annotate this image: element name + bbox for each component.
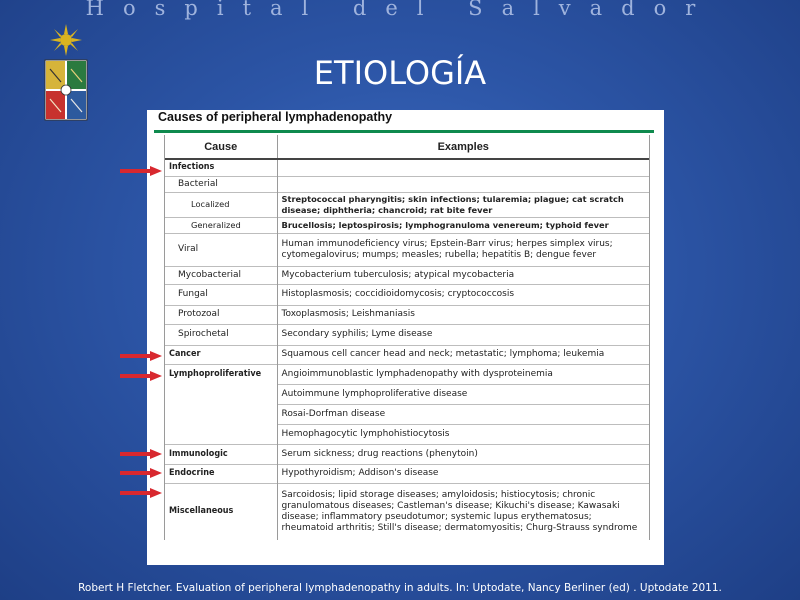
cause-cell: Fungal [165,284,277,305]
examples-cell: Brucellosis; leptospirosis; lymphogranuloma venereum; typhoid fever [277,217,649,233]
table-row [165,176,649,192]
cause-cell: Infections [165,159,277,176]
table-header-row [165,135,649,159]
cause-cell [165,424,277,444]
table-row [165,384,649,404]
table-row [165,444,649,464]
examples-cell: Histoplasmosis; coccidioidomycosis; cryptococcosis [277,284,649,305]
table-row [165,266,649,284]
cause-cell: Viral [165,233,277,266]
title-rule [154,130,654,133]
examples-cell: Hypothyroidism; Addison's disease [277,464,649,483]
column-header-examples: Examples [277,135,649,159]
cause-cell: Localized [165,192,277,217]
table-row [165,305,649,324]
examples-cell: Angioimmunoblastic lymphadenopathy with dysproteinemia [277,364,649,384]
arrow-miscellaneous [120,488,162,498]
examples-cell: Squamous cell cancer head and neck; metastatic; lymphoma; leukemia [277,345,649,364]
arrow-infections [120,166,162,176]
arrow-endocrine [120,468,162,478]
table-body [165,159,649,540]
examples-cell: Rosai-Dorfman disease [277,404,649,424]
cause-cell: Spirochetal [165,324,277,345]
table-row [165,483,649,540]
table-row [165,424,649,444]
causes-table [165,135,649,540]
table-row [165,159,649,176]
university-crest-logo [40,24,92,122]
cause-cell: Generalized [165,217,277,233]
examples-cell: Streptococcal pharyngitis; skin infections; tularemia; plague; cat scratch disease; diphtheria; chancroid; rat bite fever [277,192,649,217]
examples-cell: Human immunodeficiency virus; Epstein-Barr virus; herpes simplex virus; cytomegalovirus; mumps; measles; rubella; hepatitis B; dengue fever [277,233,649,266]
institution-header: Hospital del Salvador [85,0,715,20]
table-row [165,464,649,483]
cause-cell: Endocrine [165,464,277,483]
cause-cell [165,384,277,404]
table-row [165,324,649,345]
arrow-lymphoproliferative [120,371,162,381]
causes-table-frame [164,135,650,540]
table-row [165,284,649,305]
column-header-cause: Cause [165,135,277,159]
examples-cell [277,176,649,192]
arrow-immunologic [120,449,162,459]
examples-cell: Serum sickness; drug reactions (phenytoin) [277,444,649,464]
cause-cell: Miscellaneous [165,483,277,540]
table-row [165,192,649,217]
examples-cell: Autoimmune lymphoproliferative disease [277,384,649,404]
table-row [165,217,649,233]
examples-cell: Mycobacterium tuberculosis; atypical mycobacteria [277,266,649,284]
table-title: Causes of peripheral lymphadenopathy [158,110,393,124]
table-row [165,345,649,364]
cause-cell: Bacterial [165,176,277,192]
table-panel [147,110,664,565]
table-row [165,233,649,266]
cause-cell: Mycobacterial [165,266,277,284]
examples-cell: Toxoplasmosis; Leishmaniasis [277,305,649,324]
cause-cell: Lymphoproliferative [165,364,277,384]
table-row [165,404,649,424]
cause-cell: Protozoal [165,305,277,324]
cause-cell [165,404,277,424]
examples-cell: Sarcoidosis; lipid storage diseases; amyloidosis; histiocytosis; chronic granulomatous diseases; Castleman's disease; Kikuchi's disease; Kawasaki disease; inflammatory pseudotumor; systemic lupus erythematosus; rheumatoid arthritis; Still's disease; dermatomyositis; Churg-Strauss syndrome [277,483,649,540]
examples-cell: Secondary syphilis; Lyme disease [277,324,649,345]
examples-cell [277,159,649,176]
examples-cell: Hemophagocytic lymphohistiocytosis [277,424,649,444]
cause-cell: Cancer [165,345,277,364]
slide-title: ETIOLOGÍA [313,54,487,92]
citation-footer: Robert H Fletcher. Evaluation of peripheral lymphadenopathy in adults. In: Uptodate, Nancy Berliner (ed) . Uptodate 2011. [78,582,722,594]
table-row [165,364,649,384]
cause-cell: Immunologic [165,444,277,464]
arrow-cancer [120,351,162,361]
